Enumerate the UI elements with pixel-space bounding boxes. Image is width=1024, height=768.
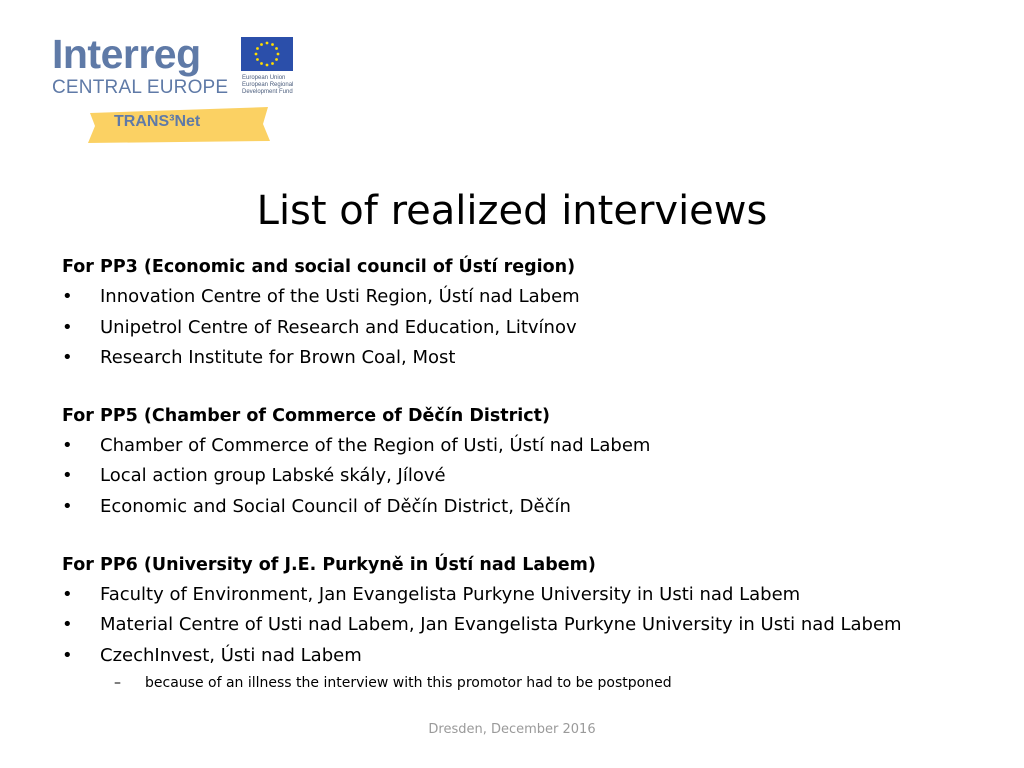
list-item — [62, 431, 992, 462]
eu-star-icon — [256, 58, 259, 61]
eu-star-icon — [266, 42, 269, 45]
bullet-icon: • — [62, 347, 73, 369]
dash-icon: – — [114, 675, 121, 692]
list-item — [62, 282, 992, 313]
section-pp6 — [62, 550, 992, 696]
list-item-text: Research Institute for Brown Coal, Most — [100, 347, 456, 369]
eu-flag-icon — [241, 37, 293, 71]
eu-star-icon — [275, 47, 278, 50]
page-title: List of realized interviews — [256, 187, 768, 234]
list-item-text: Innovation Centre of the Usti Region, Ústí nad Labem — [100, 286, 580, 307]
list-item-text: Local action group Labské skály, Jílové — [100, 465, 446, 487]
eu-star-icon — [256, 47, 259, 50]
list-item-text: Economic and Social Council of Děčín District, Děčín — [100, 495, 571, 517]
eu-star-icon — [255, 53, 258, 56]
bullet-icon: • — [62, 286, 73, 307]
eu-star-icon — [275, 58, 278, 61]
eu-fund-text — [242, 75, 293, 96]
list-item-text: Chamber of Commerce of the Region of Usti, Ústí nad Labem — [100, 434, 651, 456]
list-item-text: Unipetrol Centre of Research and Education, Litvínov — [100, 316, 577, 338]
bullet-icon: • — [62, 614, 73, 636]
footer-text: Dresden, December 2016 — [428, 722, 596, 737]
list-item — [62, 641, 992, 672]
trans3net-badge-label: TRANS³Net — [114, 113, 201, 130]
eu-line-3: Development Fund — [242, 89, 293, 95]
bullet-icon: • — [62, 583, 73, 605]
sub-list-item — [62, 671, 992, 695]
section-pp5 — [62, 401, 992, 523]
bullet-icon: • — [62, 495, 73, 517]
section-heading: For PP5 (Chamber of Commerce of Děčín District) — [62, 405, 550, 426]
interreg-logo — [52, 31, 302, 144]
bullet-icon: • — [62, 644, 73, 666]
eu-star-icon — [266, 64, 269, 67]
section-pp3 — [62, 252, 992, 374]
interview-list — [62, 252, 992, 722]
list-item — [62, 492, 992, 523]
sub-list-item-text: because of an illness the interview with this promotor had to be postponed — [145, 675, 672, 692]
bullet-icon: • — [62, 465, 73, 487]
section-heading: For PP6 (University of J.E. Purkyně in Ústí nad Labem) — [62, 554, 596, 575]
list-item — [62, 580, 992, 611]
list-item — [62, 610, 992, 641]
bullet-icon: • — [62, 316, 73, 338]
logo-subtitle: CENTRAL EUROPE — [52, 77, 229, 98]
section-heading: For PP3 (Economic and social council of Ústí region) — [62, 257, 576, 277]
eu-star-icon — [260, 43, 263, 46]
list-item-text: CzechInvest, Ústi nad Labem — [100, 644, 362, 666]
list-item — [62, 313, 992, 344]
list-item-text: Faculty of Environment, Jan Evangelista Purkyne University in Usti nad Labem — [100, 583, 801, 605]
eu-line-1: European Union — [242, 75, 286, 81]
list-item-text: Material Centre of Usti nad Labem, Jan Evangelista Purkyne University in Usti nad Labem — [100, 614, 902, 636]
eu-star-icon — [271, 62, 274, 65]
eu-line-2: European Regional — [242, 82, 294, 88]
list-item — [62, 343, 992, 374]
eu-star-icon — [277, 53, 280, 56]
list-item — [62, 461, 992, 492]
bullet-icon: • — [62, 434, 73, 456]
logo-wordmark: Interreg — [52, 31, 201, 77]
eu-star-icon — [260, 62, 263, 65]
eu-star-icon — [271, 43, 274, 46]
